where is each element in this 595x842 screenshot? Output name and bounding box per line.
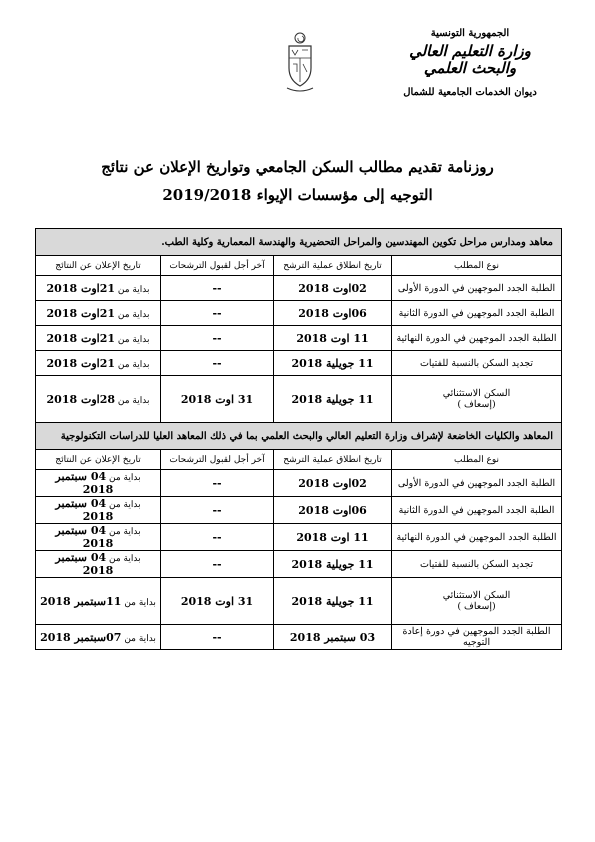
request-type (392, 578, 562, 625)
request-type: الطلبة الجدد الموجهين في الدورة الثانية (392, 497, 562, 524)
results-prefix: بداية من (124, 633, 156, 644)
table-row (36, 470, 562, 497)
results-date (36, 497, 161, 524)
table-row (36, 351, 562, 376)
results-date (36, 551, 161, 578)
column-header: آخر أجل لقبول الترشحات (161, 450, 274, 470)
table-row (36, 301, 562, 326)
column-header: آخر أجل لقبول الترشحات (161, 256, 274, 276)
request-type (392, 376, 562, 423)
table-row (36, 551, 562, 578)
deadline: -- (161, 276, 274, 301)
column-header: تاريخ الإعلان عن النتائج (36, 450, 161, 470)
deadline: -- (161, 524, 274, 551)
results-date (36, 301, 161, 326)
section-title: المعاهد والكليات الخاضعة لإشراف وزارة التعليم العالي والبحث العلمي بما في ذلك المعاهد العليا للدراسات التكنولوجية (36, 423, 562, 450)
republic-label: الجمهورية التونسية (430, 28, 510, 39)
results-value: 04 سبتمبر 2018 (55, 524, 114, 550)
table-row (36, 578, 562, 625)
results-prefix: بداية من (109, 527, 141, 537)
results-prefix: بداية من (117, 334, 150, 345)
results-value: 04 سبتمبر 2018 (55, 551, 114, 577)
table-header-row (36, 450, 562, 470)
table-row (36, 497, 562, 524)
results-date (36, 351, 161, 376)
section-title: معاهد ومدارس مراحل تكوين المهندسين والمراحل التحضيرية والهندسة المعمارية وكلية الطب. (36, 229, 562, 256)
start-date: 11 جويلية 2018 (274, 578, 392, 625)
request-type: الطلبة الجدد الموجهين في الدورة الأولى (392, 276, 562, 301)
request-type-line: السكن الاستثنائي (442, 590, 511, 601)
results-value: 21اوت 2018 (46, 331, 116, 345)
request-type: الطلبة الجدد الموجهين في الدورة النهائية (392, 524, 562, 551)
start-date: 11 جويلية 2018 (274, 351, 392, 376)
column-header: تاريخ الإعلان عن النتائج (36, 256, 161, 276)
results-prefix: بداية من (117, 359, 150, 370)
deadline: -- (161, 470, 274, 497)
results-value: 28اوت 2018 (46, 392, 116, 406)
start-date: 06اوت 2018 (274, 301, 392, 326)
request-type: الطلبة الجدد الموجهين في الدورة الأولى (392, 470, 562, 497)
start-date: 02اوت 2018 (274, 470, 392, 497)
results-value: 21اوت 2018 (46, 281, 116, 295)
table-row (36, 326, 562, 351)
deadline: -- (161, 551, 274, 578)
table-header-row (36, 256, 562, 276)
results-date (36, 625, 161, 650)
results-date (36, 276, 161, 301)
results-prefix: بداية من (109, 554, 141, 564)
results-value: 04 سبتمبر 2018 (55, 497, 114, 523)
results-value: 21اوت 2018 (46, 306, 116, 320)
results-date (36, 326, 161, 351)
request-type: الطلبة الجدد الموجهين في الدورة الثانية (392, 301, 562, 326)
results-prefix: بداية من (109, 500, 141, 510)
deadline: -- (161, 351, 274, 376)
column-header: نوع المطلب (392, 450, 562, 470)
section-header-row (36, 229, 562, 256)
results-value: 04 سبتمبر 2018 (55, 470, 114, 496)
request-type: تجديد السكن بالنسبة للفتيات (392, 351, 562, 376)
results-prefix: بداية من (117, 395, 150, 406)
start-date: 03 سبتمبر 2018 (274, 625, 392, 650)
start-date: 11 جويلية 2018 (274, 551, 392, 578)
ministry-name: وزارة التعليم العالي (409, 42, 531, 60)
results-prefix: بداية من (124, 597, 156, 608)
section-header-row (36, 423, 562, 450)
start-date: 11 جويلية 2018 (274, 376, 392, 423)
column-header: نوع المطلب (392, 256, 562, 276)
results-prefix: بداية من (109, 473, 141, 483)
deadline: -- (161, 625, 274, 650)
deadline: -- (161, 301, 274, 326)
request-type-line: السكن الاستثنائي (442, 388, 511, 399)
results-date (36, 470, 161, 497)
page-title: روزنامة تقديم مطالب السكن الجامعي وتواريخ الإعلان عن نتائج (101, 158, 494, 176)
results-date (36, 578, 161, 625)
page-subtitle: التوجيه إلى مؤسسات الإيواء 2019/2018 (162, 186, 433, 204)
schedule-table (35, 228, 562, 650)
column-header: تاريخ انطلاق عملية الترشح (274, 450, 392, 470)
table-row (36, 524, 562, 551)
column-header: تاريخ انطلاق عملية الترشح (274, 256, 392, 276)
ministry-name-2: والبحث العلمي (423, 59, 517, 77)
results-prefix: بداية من (117, 309, 150, 320)
table-row (36, 276, 562, 301)
start-date: 02اوت 2018 (274, 276, 392, 301)
deadline: -- (161, 497, 274, 524)
results-value: 21اوت 2018 (46, 356, 116, 370)
office-name: ديوان الخدمات الجامعية للشمال (403, 87, 537, 98)
request-type: الطلبة الجدد الموجهين في الدورة النهائية (392, 326, 562, 351)
start-date: 06اوت 2018 (274, 497, 392, 524)
request-type-note: (إسعاف ) (457, 601, 496, 612)
table-row (36, 625, 562, 650)
deadline: 31 اوت 2018 (161, 376, 274, 423)
results-value: 11سبتمبر 2018 (40, 594, 122, 608)
results-prefix: بداية من (117, 284, 150, 295)
ministry-header (385, 28, 555, 98)
table-row (36, 376, 562, 423)
results-value: 07سبتمبر 2018 (40, 630, 122, 644)
start-date: 11 اوت 2018 (274, 326, 392, 351)
results-date (36, 524, 161, 551)
results-date (36, 376, 161, 423)
request-type: الطلبة الجدد الموجهين في دورة إعادة التوجيه (392, 625, 562, 650)
coat-of-arms-icon (285, 30, 315, 94)
request-type-note: (إسعاف ) (457, 399, 496, 410)
deadline: -- (161, 326, 274, 351)
request-type: تجديد السكن بالنسبة للفتيات (392, 551, 562, 578)
deadline: 31 اوت 2018 (161, 578, 274, 625)
start-date: 11 اوت 2018 (274, 524, 392, 551)
